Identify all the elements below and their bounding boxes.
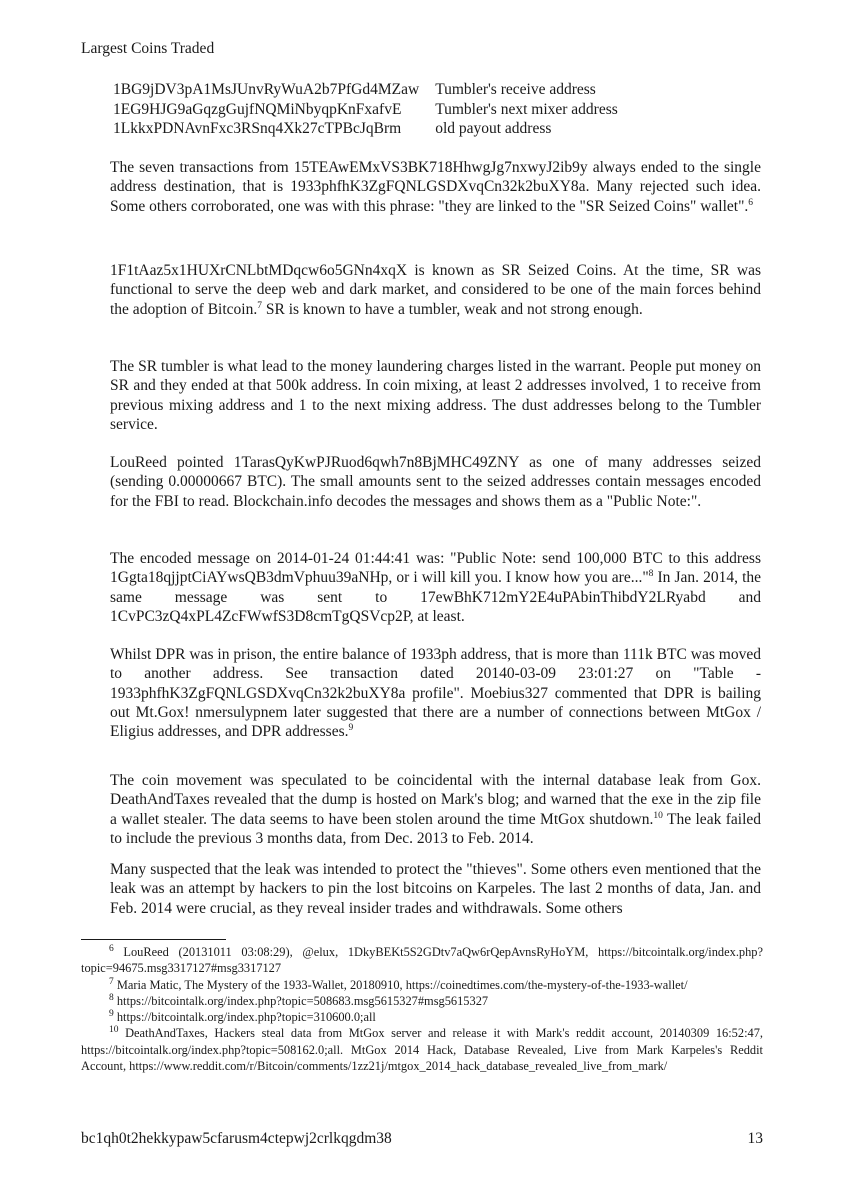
footnote-separator [81,939,226,940]
footnote-10 [81,1025,763,1074]
footnote-ref-7[interactable]: 7 [257,300,262,311]
footnote-text[interactable]: https://bitcointalk.org/index.php?topic=310600.0;all [113,1010,376,1025]
address-cell: 1LkkxPDNAvnFxc3RSnq4Xk27cTPBcJqBrm [113,120,402,137]
paragraph-coin-movement [110,771,761,848]
page-number: 13 [747,1130,763,1147]
footnote-ref-6[interactable]: 6 [748,197,754,208]
paragraph-text: Whilst DPR was in prison, the entire balance of 1933ph address, that is more than 111k BTC was moved to another address. See transaction dated 20140-03-09 23:01:27 on "Table - 1933phfhK3ZgFQNLGSDXvqCn32k2buXY8a profile". Moebius327 commented that DPR is bailing out Mt.Gox! nmersulypnem later suggested that there are a number of connections between MtGox / Eligius addresses, and DPR addresses. [110,646,761,741]
footnote-number: 6 [109,943,114,954]
paragraph-seven-transactions [110,158,761,216]
paragraph-sr-tumbler [110,357,761,434]
footnote-text[interactable]: LouReed (20131011 03:08:29), @elux, 1DkyBEKt5S2GDtv7aQw6rQepAvnsRyHoYM, https://bitcointalk.org/index.php?topic=94675.msg3317127#msg3317127 [81,945,763,976]
paragraph-text: The encoded message on 2014-01-24 01:44:41 was: "Public Note: send 100,000 BTC to this address 1Ggta18qjjptCiAYwsQB3dmVphuu39aNHp, or i will kill you. I know how you are..." [110,550,761,587]
footnote-number: 9 [109,1009,114,1020]
paragraph-text: 1F1tAaz5x1HUXrCNLbtMDqcw6o5GNn4xqX is known as SR Seized Coins. At the time, SR was functional to serve the deep web and dark market, and considered to be one of the main forces behind the adoption of Bitcoin. [110,262,761,318]
footnote-text[interactable]: DeathAndTaxes, Hackers steal data from MtGox server and release it with Mark's reddit account, 20140309 16:52:47, https://bitcointalk.org/index.php?topic=508162.0;all. MtGox 2014 Hack, Database Revealed, Live from Mark Karpeles's Reddit Account, https://www.reddit.com/r/Bitcoin/comments/1zz21j/mtgox_2014_hack_database_revealed_live_from_mark/ [81,1026,763,1074]
paragraph-loureed [110,453,761,511]
paragraph-leak-thieves [110,860,761,918]
paragraph-text: The leak failed to include the previous 3 months data, from Dec. 2013 to Feb. 2014. [110,810,762,847]
footnote-8 [81,993,763,1009]
address-label-cell: Tumbler's receive address [435,81,596,98]
table-row [113,80,618,100]
footnote-number: 7 [109,976,114,987]
running-header: Largest Coins Traded [81,40,215,57]
paragraph-encoded-message [110,549,761,626]
paragraph-text: Many suspected that the leak was intended to protect the "thieves". Some others even mentioned that the leak was an attempt by hackers to pin the lost bitcoins on Karpeles. The last 2 months of data, Jan. and Feb. 2014 were crucial, as they reveal insider trades and withdrawals. Some others [110,861,761,917]
footnote-6 [81,944,763,977]
address-cell: 1EG9HJG9aGqzgGujfNQMiNbyqpKnFxafvE [113,100,402,118]
footnote-7 [81,977,763,993]
footnotes [81,944,763,1074]
footnote-text[interactable]: Maria Matic, The Mystery of the 1933-Wallet, 20180910, https://coinedtimes.com/the-mystery-of-the-1933-wallet/ [113,977,688,992]
paragraph-text: SR is known to have a tumbler, weak and not strong enough. [261,300,643,318]
footnote-ref-8[interactable]: 8 [648,569,654,580]
paragraph-text: The seven transactions from 15TEAwEMxVS3BK718HhwgJg7nxwyJ2ib9y always ended to the single address destination, that is 1933phfhK3ZgFQNLGSDXvqCn32k2buXY8a. Many rejected such idea. Some others corroborated, one was with this phrase: "they are linked to the "SR Seized Coins" wallet". [110,159,761,215]
table-row [113,119,618,139]
paragraph-text: LouReed pointed 1TarasQyKwPJRuod6qwh7n8BjMHC49ZNY as one of many addresses seized (sending 0.00000667 BTC). The small amounts sent to the seized addresses contain messages encoded for the FBI to read. Blockchain.info decodes the messages and shows them as a "Public Note:". [110,454,761,510]
footer-address: bc1qh0t2hekkypaw5cfarusm4ctepwj2crlkqgdm38 [81,1130,392,1147]
address-cell: 1BG9jDV3pA1MsJUnvRyWuA2b7PfGd4MZaw [113,81,420,98]
paragraph-text: In Jan. 2014, the same message was sent to 17ewBhK712mY2E4uPAbinThibdY2LRyabd and 1CvPC3zQ4xPL4ZcFWwfS3D8cmTgQSVcp2P, at least. [110,569,762,625]
footnote-text[interactable]: https://bitcointalk.org/index.php?topic=508683.msg5615327#msg5615327 [113,993,489,1008]
address-label-cell: old payout address [435,120,552,137]
paragraph-dpr-prison [110,645,761,741]
footnote-number: 10 [109,1025,119,1036]
footnote-9 [81,1009,763,1025]
address-label-cell: Tumbler's next mixer address [435,100,618,118]
footnote-number: 8 [109,992,114,1003]
address-table [113,80,618,139]
paragraph-text: The SR tumbler is what lead to the money laundering charges listed in the warrant. People put money on SR and they ended at that 500k address. In coin mixing, at least 2 addresses involved, 1 to receive from previous mixing address and 1 to the next mixing address. The dust addresses belong to the Tumbler service. [110,358,761,433]
table-row [113,100,618,120]
paragraph-sr-seized-coins [110,261,761,319]
footnote-ref-10[interactable]: 10 [653,810,663,821]
footnote-ref-9[interactable]: 9 [348,723,354,734]
paragraph-text: The coin movement was speculated to be coincidental with the internal database leak from Gox. DeathAndTaxes revealed that the dump is hosted on Mark's blog; and warned that the exe in the zip file a wallet stealer. The data seems to have been stolen around the time MtGox shutdown. [110,772,761,828]
